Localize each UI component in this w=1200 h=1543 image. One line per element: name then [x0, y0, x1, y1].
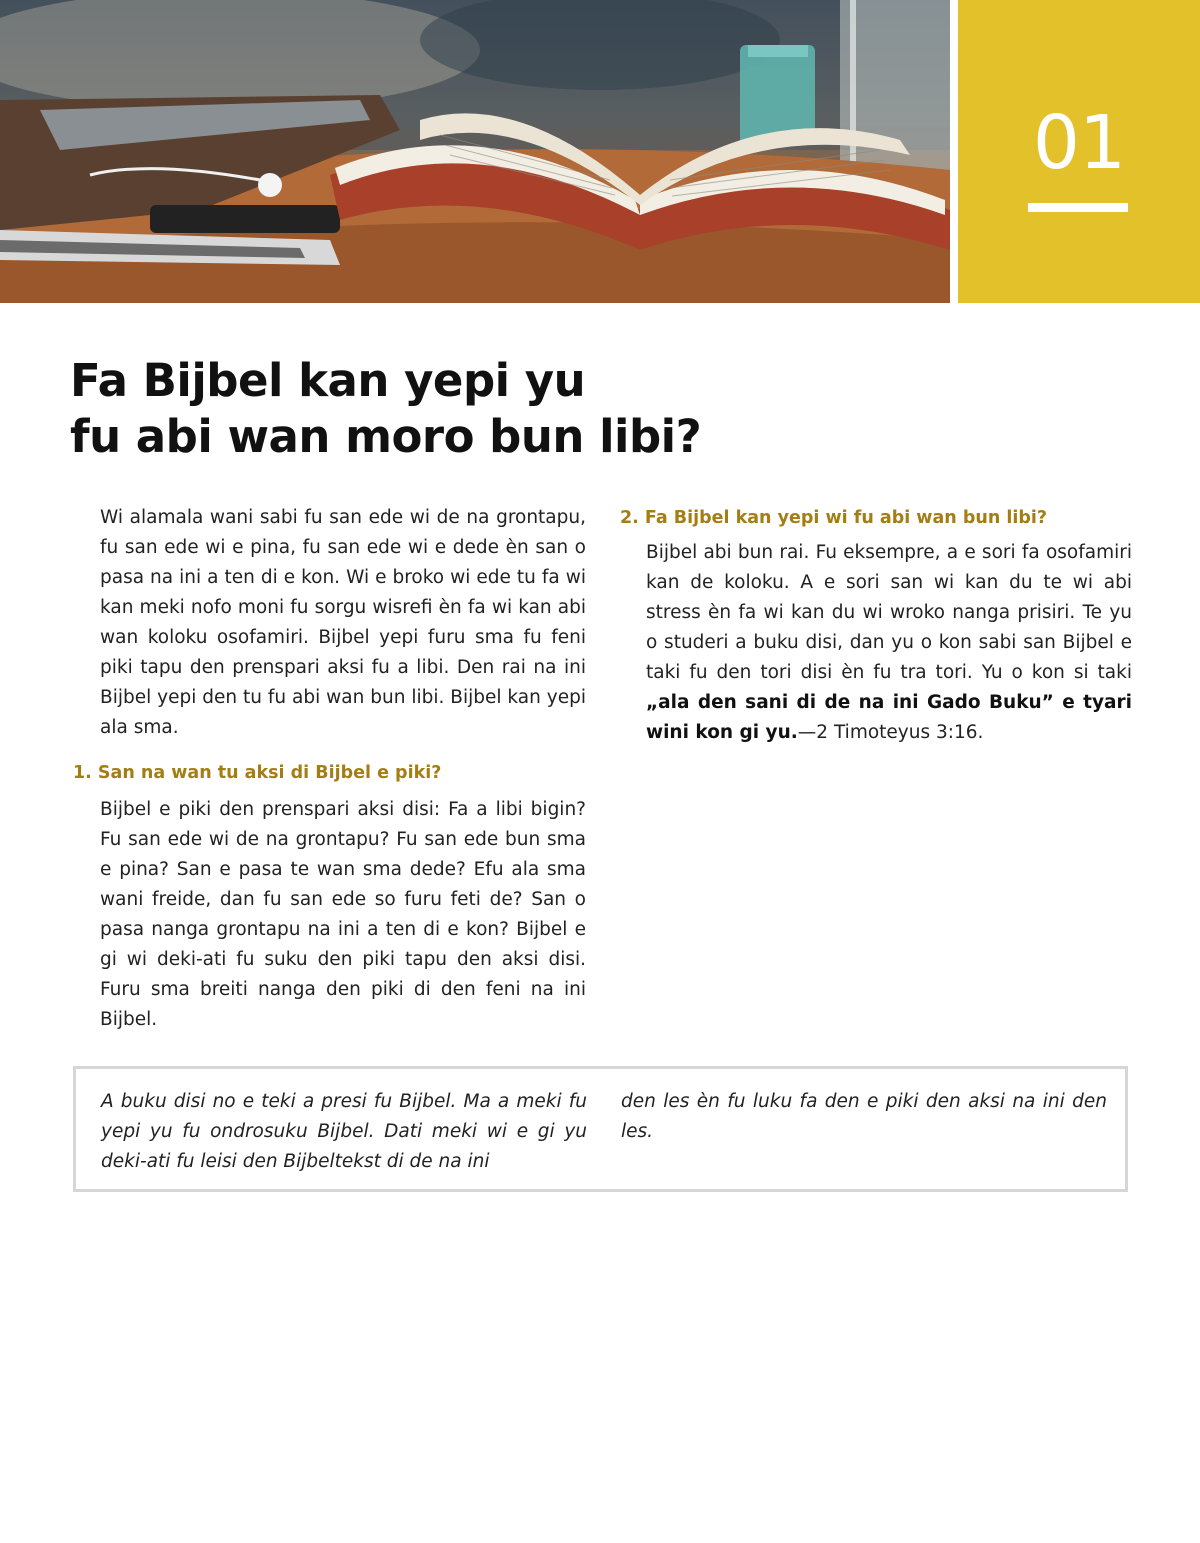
note-text-left: A buku disi no e teki a presi fu Bijbel. Ma a meki fu yepi yu fu ondrosuku Bijbel. Dati meki wi e gi yu deki-ati fu leisi den Bijbeltekst di de na ini	[101, 1091, 587, 1172]
note-box	[73, 1066, 1128, 1192]
intro-paragraph: Wi alamala wani sabi fu san ede wi de na grontapu, fu san ede wi e pina, fu san ede wi e dede èn san o pasa na ini a ten di e kon. Wi e broko wi ede tu fa wi kan meki nofo moni fu sorgu wisrefi èn fa wi kan abi wan koloku osofamiri. Bijbel yepi furu sma fu feni piki tapu den prenspari aksi fu a libi. Den rai na ini Bijbel yepi den tu fu abi wan bun libi. Bijbel kan yepi ala sma.	[100, 507, 586, 738]
page-title	[70, 353, 701, 465]
question-1-body: Bijbel e piki den prenspari aksi disi: Fa a libi bigin? Fu san ede wi de na grontapu? Fu san ede bun sma e pina? San e pasa te wan sma dede? Efu ala sma wani freide, dan fu san ede so furu feti de? San o pasa nanga grontapu na ini a ten di e kon? Bijbel e gi wi deki-ati fu suku den piki tapu den aksi disi. Furu sma breiti nanga den piki di den feni na ini Bijbel.	[100, 799, 586, 1030]
question-1-body-wrap	[100, 795, 586, 1035]
lesson-number: 01	[1032, 100, 1126, 186]
question-1-heading: 1. San na wan tu aksi di Bijbel e piki?	[73, 763, 442, 783]
question-2-body-wrap	[646, 538, 1132, 748]
intro-paragraph-wrap	[100, 503, 586, 743]
page-title-line-2: fu abi wan moro bun libi?	[70, 410, 702, 463]
question-2-text: Bijbel abi bun rai. Fu eksempre, a e sori fa osofamiri kan de koloku. A e sori san wi kan du te wi abi stress èn fa wi kan du wi wroko nanga prisiri. Te yu o studeri a buku disi, dan yu o kon sabi san Bijbel e taki fu den tori disi èn fu tra tori. Yu o kon si taki	[646, 542, 1132, 683]
lesson-number-underline	[1028, 203, 1128, 212]
question-2-body	[646, 538, 1132, 748]
note-text-right: den les èn fu luku fa den e piki den aksi na ini den les.	[621, 1091, 1107, 1142]
lesson-number-box	[958, 0, 1200, 303]
bible-on-table-illustration	[0, 0, 950, 303]
question-2-heading: 2. Fa Bijbel kan yepi wi fu abi wan bun libi?	[620, 508, 1048, 528]
scripture-reference: —2 Timoteyus 3:16.	[797, 722, 984, 743]
page-title-line-1: Fa Bijbel kan yepi yu	[70, 354, 586, 407]
hero-photo	[0, 0, 950, 303]
question-2-bold-quote: „ala den sani di de na ini Gado Buku” e tyari wini kon gi yu.	[646, 692, 1132, 743]
